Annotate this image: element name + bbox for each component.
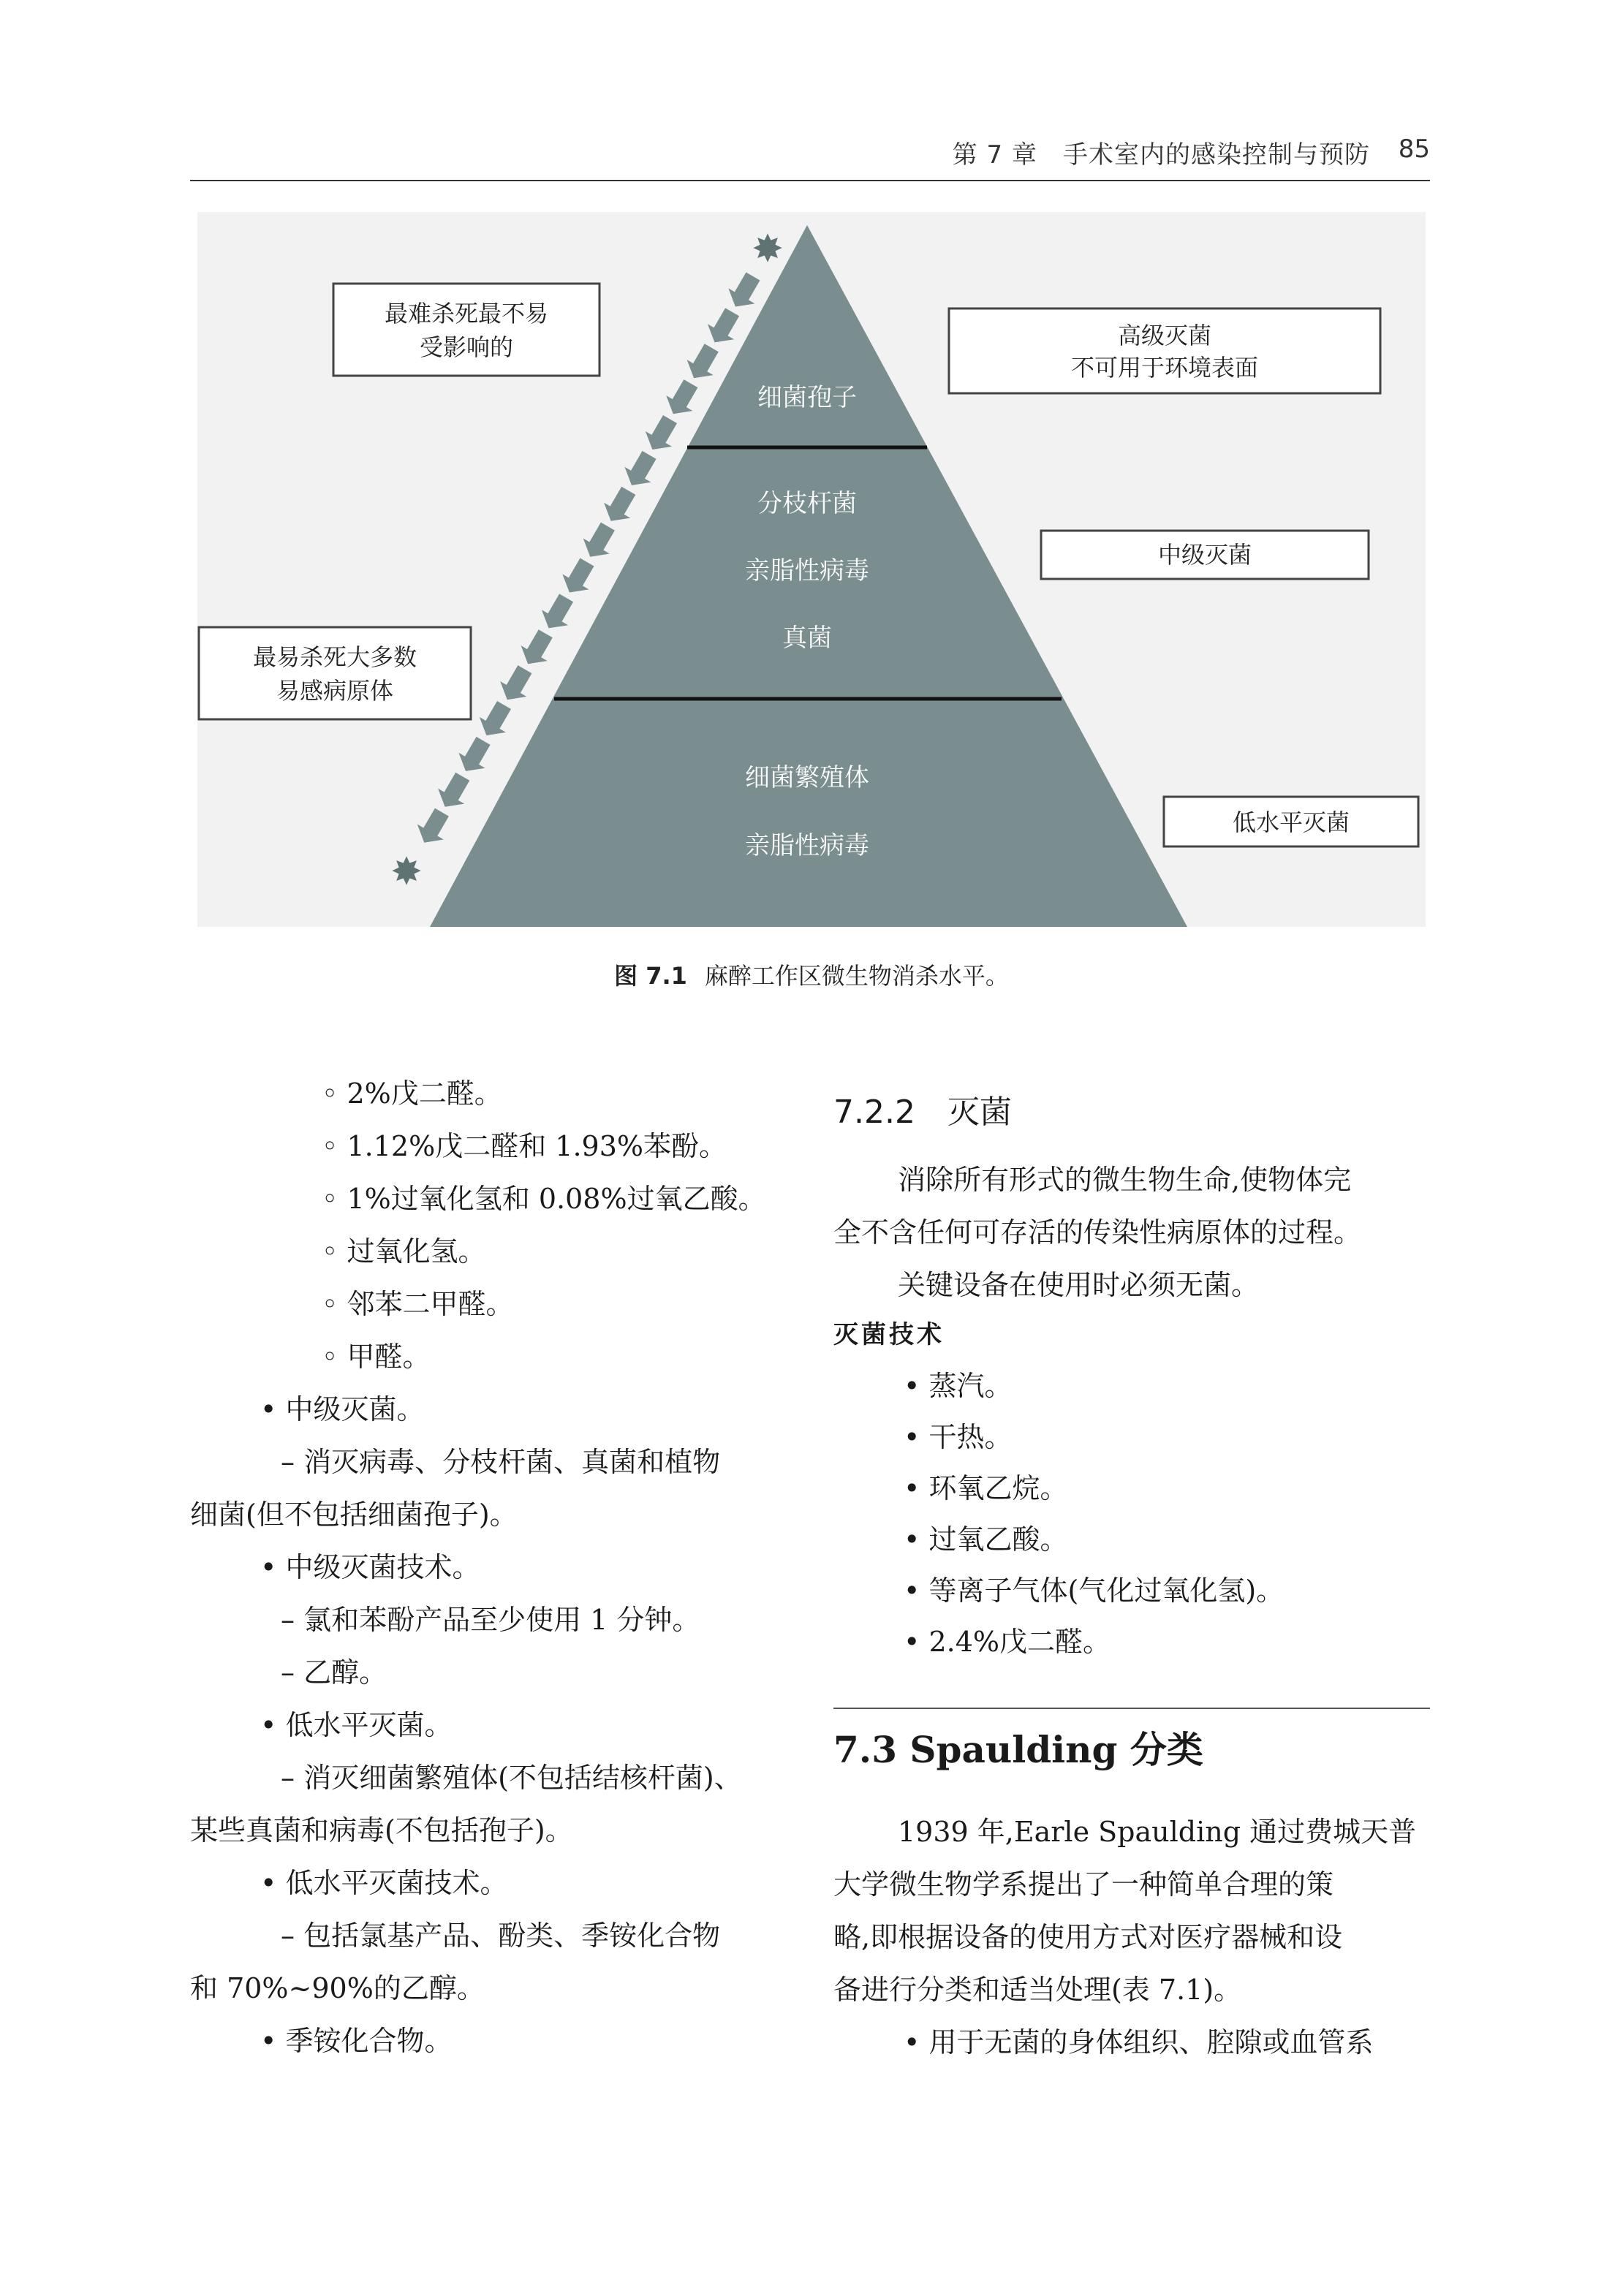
right-box-mid-line1: 中级灭菌 <box>1157 541 1252 569</box>
list-item: ◦ 过氧化氢。 <box>322 1235 486 1268</box>
figure-caption-label: 图 7.1 <box>614 962 687 990</box>
pyramid-label-spores: 细菌孢子 <box>757 383 857 412</box>
left-box-easiest <box>199 627 471 719</box>
left-box-easiest-line2: 易感病原体 <box>276 677 394 705</box>
list-item: 和 70%~90%的乙醇。 <box>190 1972 485 2004</box>
list-item: ◦ 2%戊二醛。 <box>322 1077 502 1110</box>
list-item: • 中级灭菌。 <box>260 1393 425 1425</box>
star-icon-top: ✸ <box>752 227 784 271</box>
list-item: • 用于无菌的身体组织、腔隙或血管系 <box>904 2026 1374 2058</box>
list-item: – 包括氯基产品、酚类、季铵化合物 <box>281 1920 721 1952</box>
star-icon-bottom: ✸ <box>390 850 423 894</box>
page-number: 85 <box>1398 134 1430 164</box>
pyramid-label-fungi: 真菌 <box>782 624 832 653</box>
paragraph-line: 1939 年,Earle Spaulding 通过费城天普 <box>898 1816 1417 1848</box>
left-box-hardest-line1: 最难杀死最不易 <box>384 300 549 327</box>
list-item: – 消灭细菌繁殖体(不包括结核杆菌)、 <box>281 1762 742 1794</box>
list-item: – 乙醇。 <box>281 1656 387 1689</box>
paragraph-line: 关键设备在使用时必须无菌。 <box>898 1269 1260 1301</box>
section-heading-7-2-2: 7.2.2 灭菌 <box>833 1094 1012 1131</box>
list-item: – 消灭病毒、分枝杆菌、真菌和植物 <box>281 1446 721 1478</box>
list-item: ◦ 1.12%戊二醛和 1.93%苯酚。 <box>322 1130 727 1162</box>
list-item: • 环氧乙烷。 <box>904 1472 1068 1504</box>
pyramid-label-vegetative: 细菌繁殖体 <box>745 763 869 792</box>
pyramid-label-mycobacteria: 分枝杆菌 <box>757 489 857 518</box>
list-item: • 低水平灭菌技术。 <box>260 1867 508 1899</box>
figure-caption <box>0 958 1623 991</box>
paragraph-line: 略,即根据设备的使用方式对医疗器械和设 <box>833 1921 1343 1953</box>
list-item: • 中级灭菌技术。 <box>260 1551 480 1583</box>
paragraph-line: 大学微生物学系提出了一种简单合理的策 <box>833 1868 1334 1901</box>
figure-7-1 <box>0 0 1623 950</box>
list-item: • 过氧乙酸。 <box>904 1523 1068 1556</box>
list-item: • 季铵化合物。 <box>260 2025 453 2057</box>
left-box-easiest-line1: 最易杀死大多数 <box>252 643 417 671</box>
chapter-title: 第 7 章 手术室内的感染控制与预防 <box>952 140 1370 170</box>
list-item: • 蒸汽。 <box>904 1370 1013 1402</box>
list-item: ◦ 1%过氧化氢和 0.08%过氧乙酸。 <box>322 1183 766 1215</box>
pyramid-label-lipid-virus-2: 亲脂性病毒 <box>745 831 869 860</box>
list-item: • 等离子气体(气化过氧化氢)。 <box>904 1575 1285 1607</box>
list-item: 细菌(但不包括细菌孢子)。 <box>190 1499 518 1531</box>
list-item: ◦ 甲醛。 <box>322 1341 431 1373</box>
paragraph-line: 备进行分类和适当处理(表 7.1)。 <box>833 1974 1242 2006</box>
left-box-hardest-line2: 受影响的 <box>419 333 514 361</box>
list-item: • 低水平灭菌。 <box>260 1709 453 1741</box>
left-box-hardest <box>333 284 599 376</box>
section-rule <box>833 1708 1430 1709</box>
pyramid-label-lipid-virus: 亲脂性病毒 <box>745 556 869 586</box>
right-box-high-line1: 高级灭菌 <box>1117 322 1212 349</box>
list-item: • 干热。 <box>904 1421 1013 1453</box>
paragraph-line: 全不含任何可存活的传染性病原体的过程。 <box>833 1216 1362 1249</box>
section-heading-7-3: 7.3 Spaulding 分类 <box>833 1728 1203 1771</box>
figure-caption-text: 麻醉工作区微生物消杀水平。 <box>704 962 1009 990</box>
right-box-high-line2: 不可用于环境表面 <box>1070 354 1259 382</box>
right-box-low-line1: 低水平灭菌 <box>1232 808 1350 836</box>
list-item: • 2.4%戊二醛。 <box>904 1626 1111 1658</box>
subheading-techniques: 灭菌技术 <box>833 1320 945 1349</box>
list-item: ◦ 邻苯二甲醛。 <box>322 1288 514 1320</box>
list-item: 某些真菌和病毒(不包括孢子)。 <box>190 1814 573 1846</box>
list-item: – 氯和苯酚产品至少使用 1 分钟。 <box>281 1604 700 1636</box>
paragraph-line: 消除所有形式的微生物生命,使物体完 <box>898 1164 1352 1196</box>
